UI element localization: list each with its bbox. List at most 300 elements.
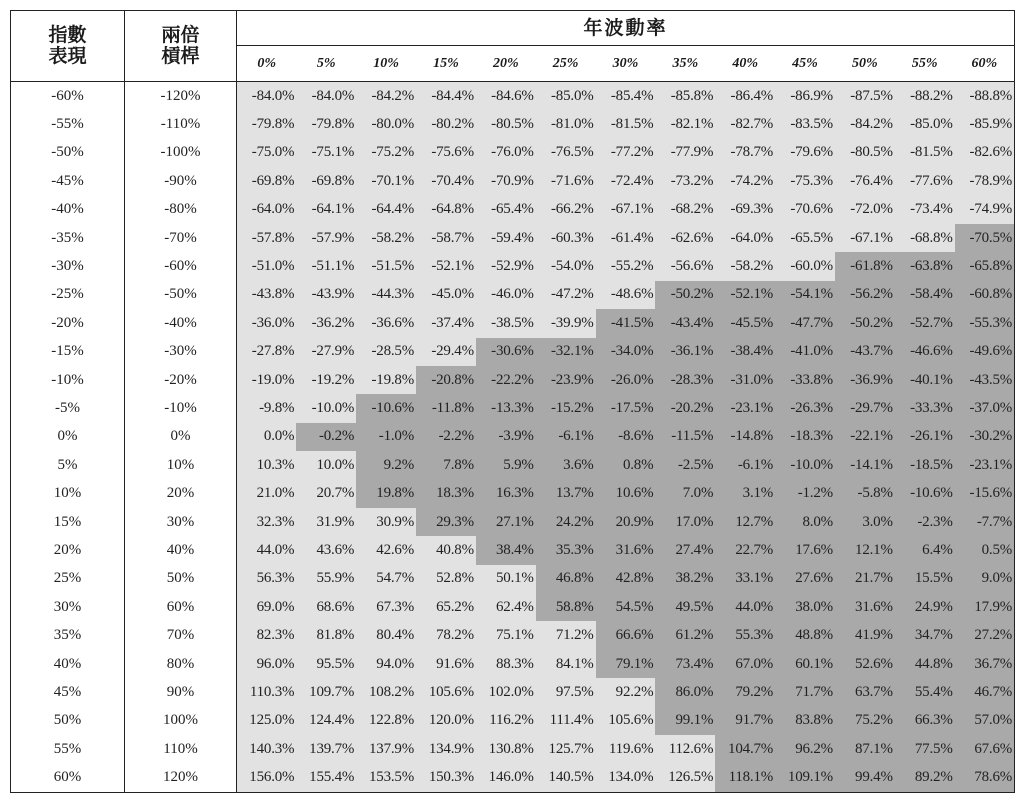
return-value-cell: 68.6% xyxy=(296,593,356,621)
table-row xyxy=(11,281,1015,309)
return-value-cell: -43.8% xyxy=(237,281,297,309)
return-value-cell: 155.4% xyxy=(296,763,356,792)
table-row xyxy=(11,678,1015,706)
return-value-cell: 116.2% xyxy=(476,707,536,735)
volatility-header-cell: 0% xyxy=(237,46,297,82)
return-value-cell: -43.9% xyxy=(296,281,356,309)
volatility-header-cell: 40% xyxy=(715,46,775,82)
leverage-return-cell: 30% xyxy=(125,508,237,536)
return-value-cell: -79.6% xyxy=(775,139,835,167)
return-value-cell: -65.5% xyxy=(775,224,835,252)
return-value-cell: -84.2% xyxy=(835,110,895,138)
return-value-cell: -58.2% xyxy=(715,252,775,280)
return-value-cell: -52.1% xyxy=(416,252,476,280)
return-value-cell: 38.4% xyxy=(476,536,536,564)
return-value-cell: -75.3% xyxy=(775,167,835,195)
volatility-header-cell: 15% xyxy=(416,46,476,82)
return-value-cell: 134.0% xyxy=(596,763,656,792)
return-value-cell: 42.8% xyxy=(596,565,656,593)
return-value-cell: -36.1% xyxy=(655,338,715,366)
return-value-cell: 97.5% xyxy=(536,678,596,706)
return-value-cell: -64.0% xyxy=(715,224,775,252)
return-value-cell: 105.6% xyxy=(596,707,656,735)
return-value-cell: 140.5% xyxy=(536,763,596,792)
table-row xyxy=(11,423,1015,451)
return-value-cell: -50.2% xyxy=(655,281,715,309)
index-performance-cell: 55% xyxy=(11,735,125,763)
return-value-cell: -15.2% xyxy=(536,394,596,422)
return-value-cell: 12.1% xyxy=(835,536,895,564)
return-value-cell: 66.3% xyxy=(895,707,955,735)
return-value-cell: 61.2% xyxy=(655,621,715,649)
return-value-cell: 77.5% xyxy=(895,735,955,763)
return-value-cell: -55.2% xyxy=(596,252,656,280)
return-value-cell: -26.0% xyxy=(596,366,656,394)
return-value-cell: 102.0% xyxy=(476,678,536,706)
return-value-cell: 21.0% xyxy=(237,479,297,507)
return-value-cell: 88.3% xyxy=(476,650,536,678)
return-value-cell: 10.0% xyxy=(296,451,356,479)
return-value-cell: 24.9% xyxy=(895,593,955,621)
return-value-cell: -82.1% xyxy=(655,110,715,138)
return-value-cell: -14.1% xyxy=(835,451,895,479)
return-value-cell: 44.8% xyxy=(895,650,955,678)
return-value-cell: -8.6% xyxy=(596,423,656,451)
return-value-cell: -6.1% xyxy=(536,423,596,451)
table-row xyxy=(11,479,1015,507)
table-row xyxy=(11,650,1015,678)
return-value-cell: -23.1% xyxy=(715,394,775,422)
return-value-cell: 17.6% xyxy=(775,536,835,564)
leverage-return-cell: -90% xyxy=(125,167,237,195)
return-value-cell: -70.9% xyxy=(476,167,536,195)
return-value-cell: -33.3% xyxy=(895,394,955,422)
index-performance-cell: 40% xyxy=(11,650,125,678)
return-value-cell: 21.7% xyxy=(835,565,895,593)
return-value-cell: -19.8% xyxy=(356,366,416,394)
return-value-cell: 80.4% xyxy=(356,621,416,649)
return-value-cell: -80.0% xyxy=(356,110,416,138)
return-value-cell: -30.2% xyxy=(955,423,1015,451)
header-leverage xyxy=(125,11,237,82)
return-value-cell: -51.0% xyxy=(237,252,297,280)
return-value-cell: 67.3% xyxy=(356,593,416,621)
return-value-cell: -39.9% xyxy=(536,309,596,337)
return-value-cell: -57.9% xyxy=(296,224,356,252)
return-value-cell: 79.1% xyxy=(596,650,656,678)
return-value-cell: 7.8% xyxy=(416,451,476,479)
leverage-return-cell: 80% xyxy=(125,650,237,678)
return-value-cell: 84.1% xyxy=(536,650,596,678)
table-body xyxy=(11,82,1015,793)
return-value-cell: 42.6% xyxy=(356,536,416,564)
volatility-header-cell: 35% xyxy=(655,46,715,82)
index-performance-cell: -45% xyxy=(11,167,125,195)
return-value-cell: -77.2% xyxy=(596,139,656,167)
return-value-cell: -71.6% xyxy=(536,167,596,195)
return-value-cell: -45.0% xyxy=(416,281,476,309)
return-value-cell: -80.5% xyxy=(476,110,536,138)
return-value-cell: -26.1% xyxy=(895,423,955,451)
return-value-cell: -22.1% xyxy=(835,423,895,451)
return-value-cell: -49.6% xyxy=(955,338,1015,366)
return-value-cell: -77.9% xyxy=(655,139,715,167)
return-value-cell: -64.8% xyxy=(416,196,476,224)
return-value-cell: 126.5% xyxy=(655,763,715,792)
leverage-return-cell: -100% xyxy=(125,139,237,167)
index-performance-cell: -25% xyxy=(11,281,125,309)
return-value-cell: -56.2% xyxy=(835,281,895,309)
return-value-cell: -13.3% xyxy=(476,394,536,422)
return-value-cell: 17.9% xyxy=(955,593,1015,621)
return-value-cell: -1.2% xyxy=(775,479,835,507)
leverage-return-cell: -60% xyxy=(125,252,237,280)
return-value-cell: -68.2% xyxy=(655,196,715,224)
return-value-cell: 124.4% xyxy=(296,707,356,735)
return-value-cell: 71.2% xyxy=(536,621,596,649)
return-value-cell: -60.0% xyxy=(775,252,835,280)
return-value-cell: 96.0% xyxy=(237,650,297,678)
return-value-cell: -64.4% xyxy=(356,196,416,224)
return-value-cell: -74.9% xyxy=(955,196,1015,224)
index-performance-cell: -5% xyxy=(11,394,125,422)
return-value-cell: -73.2% xyxy=(655,167,715,195)
index-performance-cell: 25% xyxy=(11,565,125,593)
leverage-return-cell: 40% xyxy=(125,536,237,564)
return-value-cell: 31.9% xyxy=(296,508,356,536)
return-value-cell: 27.2% xyxy=(955,621,1015,649)
return-value-cell: 92.2% xyxy=(596,678,656,706)
leverage-return-cell: 60% xyxy=(125,593,237,621)
return-value-cell: 118.1% xyxy=(715,763,775,792)
return-value-cell: 120.0% xyxy=(416,707,476,735)
index-performance-cell: 15% xyxy=(11,508,125,536)
return-value-cell: 10.3% xyxy=(237,451,297,479)
return-value-cell: -18.3% xyxy=(775,423,835,451)
return-value-cell: 108.2% xyxy=(356,678,416,706)
return-value-cell: 12.7% xyxy=(715,508,775,536)
return-value-cell: 57.0% xyxy=(955,707,1015,735)
return-value-cell: -46.6% xyxy=(895,338,955,366)
index-performance-cell: -30% xyxy=(11,252,125,280)
return-value-cell: -85.9% xyxy=(955,110,1015,138)
return-value-cell: -28.3% xyxy=(655,366,715,394)
return-value-cell: 38.2% xyxy=(655,565,715,593)
return-value-cell: 130.8% xyxy=(476,735,536,763)
leverage-return-cell: 90% xyxy=(125,678,237,706)
return-value-cell: -55.3% xyxy=(955,309,1015,337)
return-value-cell: -43.7% xyxy=(835,338,895,366)
volatility-header-cell: 25% xyxy=(536,46,596,82)
return-value-cell: 9.0% xyxy=(955,565,1015,593)
return-value-cell: 119.6% xyxy=(596,735,656,763)
return-value-cell: -85.8% xyxy=(655,82,715,111)
return-value-cell: 22.7% xyxy=(715,536,775,564)
return-value-cell: 3.6% xyxy=(536,451,596,479)
return-value-cell: 87.1% xyxy=(835,735,895,763)
return-value-cell: -44.3% xyxy=(356,281,416,309)
leverage-return-cell: -110% xyxy=(125,110,237,138)
table-row xyxy=(11,621,1015,649)
return-value-cell: -32.1% xyxy=(536,338,596,366)
return-value-cell: 27.6% xyxy=(775,565,835,593)
return-value-cell: -6.1% xyxy=(715,451,775,479)
return-value-cell: -10.0% xyxy=(296,394,356,422)
return-value-cell: -69.3% xyxy=(715,196,775,224)
return-value-cell: -88.8% xyxy=(955,82,1015,111)
return-value-cell: 125.7% xyxy=(536,735,596,763)
return-value-cell: -36.2% xyxy=(296,309,356,337)
return-value-cell: -62.6% xyxy=(655,224,715,252)
table-row xyxy=(11,565,1015,593)
return-value-cell: 89.2% xyxy=(895,763,955,792)
return-value-cell: -61.8% xyxy=(835,252,895,280)
return-value-cell: -22.2% xyxy=(476,366,536,394)
return-value-cell: -85.4% xyxy=(596,82,656,111)
return-value-cell: -67.1% xyxy=(596,196,656,224)
leverage-volatility-table xyxy=(10,10,1015,793)
return-value-cell: -10.6% xyxy=(895,479,955,507)
index-performance-cell: 20% xyxy=(11,536,125,564)
table-row xyxy=(11,394,1015,422)
return-value-cell: -76.4% xyxy=(835,167,895,195)
return-value-cell: 13.7% xyxy=(536,479,596,507)
return-value-cell: -81.5% xyxy=(596,110,656,138)
return-value-cell: 58.8% xyxy=(536,593,596,621)
return-value-cell: 35.3% xyxy=(536,536,596,564)
return-value-cell: -73.4% xyxy=(895,196,955,224)
return-value-cell: 9.2% xyxy=(356,451,416,479)
return-value-cell: 3.1% xyxy=(715,479,775,507)
index-performance-cell: -55% xyxy=(11,110,125,138)
return-value-cell: -0.2% xyxy=(296,423,356,451)
return-value-cell: 36.7% xyxy=(955,650,1015,678)
leverage-return-cell: 100% xyxy=(125,707,237,735)
return-value-cell: 55.3% xyxy=(715,621,775,649)
return-value-cell: -75.0% xyxy=(237,139,297,167)
index-performance-cell: -40% xyxy=(11,196,125,224)
return-value-cell: -61.4% xyxy=(596,224,656,252)
return-value-cell: 71.7% xyxy=(775,678,835,706)
return-value-cell: -70.4% xyxy=(416,167,476,195)
return-value-cell: 134.9% xyxy=(416,735,476,763)
return-value-cell: -31.0% xyxy=(715,366,775,394)
return-value-cell: -84.0% xyxy=(237,82,297,111)
index-performance-cell: -35% xyxy=(11,224,125,252)
table-row xyxy=(11,536,1015,564)
return-value-cell: -75.1% xyxy=(296,139,356,167)
return-value-cell: 150.3% xyxy=(416,763,476,792)
return-value-cell: 20.9% xyxy=(596,508,656,536)
leverage-return-cell: 20% xyxy=(125,479,237,507)
return-value-cell: -70.6% xyxy=(775,196,835,224)
index-performance-cell: 0% xyxy=(11,423,125,451)
return-value-cell: 41.9% xyxy=(835,621,895,649)
return-value-cell: -37.4% xyxy=(416,309,476,337)
return-value-cell: -10.0% xyxy=(775,451,835,479)
return-value-cell: 78.6% xyxy=(955,763,1015,792)
return-value-cell: 29.3% xyxy=(416,508,476,536)
return-value-cell: -26.3% xyxy=(775,394,835,422)
return-value-cell: -79.8% xyxy=(237,110,297,138)
return-value-cell: -54.0% xyxy=(536,252,596,280)
return-value-cell: 96.2% xyxy=(775,735,835,763)
return-value-cell: -27.9% xyxy=(296,338,356,366)
table-row xyxy=(11,309,1015,337)
return-value-cell: 15.5% xyxy=(895,565,955,593)
return-value-cell: 55.4% xyxy=(895,678,955,706)
table-row xyxy=(11,82,1015,111)
volatility-header-cell: 5% xyxy=(296,46,356,82)
return-value-cell: -79.8% xyxy=(296,110,356,138)
return-value-cell: -69.8% xyxy=(296,167,356,195)
return-value-cell: -41.0% xyxy=(775,338,835,366)
return-value-cell: 62.4% xyxy=(476,593,536,621)
return-value-cell: -47.2% xyxy=(536,281,596,309)
return-value-cell: 52.8% xyxy=(416,565,476,593)
return-value-cell: -28.5% xyxy=(356,338,416,366)
return-value-cell: -40.1% xyxy=(895,366,955,394)
return-value-cell: 43.6% xyxy=(296,536,356,564)
return-value-cell: 34.7% xyxy=(895,621,955,649)
return-value-cell: 73.4% xyxy=(655,650,715,678)
return-value-cell: -84.4% xyxy=(416,82,476,111)
return-value-cell: -57.8% xyxy=(237,224,297,252)
volatility-header-cell: 50% xyxy=(835,46,895,82)
index-performance-cell: -20% xyxy=(11,309,125,337)
index-performance-cell: 45% xyxy=(11,678,125,706)
return-value-cell: 31.6% xyxy=(596,536,656,564)
return-value-cell: -52.9% xyxy=(476,252,536,280)
return-value-cell: 0.8% xyxy=(596,451,656,479)
return-value-cell: 91.6% xyxy=(416,650,476,678)
return-value-cell: 32.3% xyxy=(237,508,297,536)
return-value-cell: -84.6% xyxy=(476,82,536,111)
return-value-cell: -66.2% xyxy=(536,196,596,224)
return-value-cell: -85.0% xyxy=(895,110,955,138)
return-value-cell: 125.0% xyxy=(237,707,297,735)
return-value-cell: 33.1% xyxy=(715,565,775,593)
leverage-return-cell: -80% xyxy=(125,196,237,224)
return-value-cell: 94.0% xyxy=(356,650,416,678)
return-value-cell: -5.8% xyxy=(835,479,895,507)
return-value-cell: 137.9% xyxy=(356,735,416,763)
return-value-cell: -81.5% xyxy=(895,139,955,167)
return-value-cell: -46.0% xyxy=(476,281,536,309)
header-index-label: 指數 表現 xyxy=(48,24,87,67)
return-value-cell: 69.0% xyxy=(237,593,297,621)
return-value-cell: 27.1% xyxy=(476,508,536,536)
return-value-cell: -1.0% xyxy=(356,423,416,451)
return-value-cell: -68.8% xyxy=(895,224,955,252)
leverage-return-cell: 0% xyxy=(125,423,237,451)
return-value-cell: -43.4% xyxy=(655,309,715,337)
return-value-cell: 10.6% xyxy=(596,479,656,507)
volatility-header-cell: 55% xyxy=(895,46,955,82)
return-value-cell: 6.4% xyxy=(895,536,955,564)
return-value-cell: 5.9% xyxy=(476,451,536,479)
return-value-cell: -27.8% xyxy=(237,338,297,366)
return-value-cell: -78.9% xyxy=(955,167,1015,195)
return-value-cell: 0.0% xyxy=(237,423,297,451)
return-value-cell: -82.7% xyxy=(715,110,775,138)
return-value-cell: -2.3% xyxy=(895,508,955,536)
table-row xyxy=(11,593,1015,621)
return-value-cell: -51.1% xyxy=(296,252,356,280)
return-value-cell: -69.8% xyxy=(237,167,297,195)
return-value-cell: 156.0% xyxy=(237,763,297,792)
return-value-cell: -20.2% xyxy=(655,394,715,422)
return-value-cell: 46.7% xyxy=(955,678,1015,706)
return-value-cell: 17.0% xyxy=(655,508,715,536)
index-performance-cell: -50% xyxy=(11,139,125,167)
return-value-cell: 153.5% xyxy=(356,763,416,792)
return-value-cell: 19.8% xyxy=(356,479,416,507)
return-value-cell: 110.3% xyxy=(237,678,297,706)
return-value-cell: 146.0% xyxy=(476,763,536,792)
return-value-cell: 55.9% xyxy=(296,565,356,593)
index-performance-cell: 30% xyxy=(11,593,125,621)
table-row xyxy=(11,167,1015,195)
return-value-cell: -9.8% xyxy=(237,394,297,422)
return-value-cell: -54.1% xyxy=(775,281,835,309)
return-value-cell: 112.6% xyxy=(655,735,715,763)
return-value-cell: 16.3% xyxy=(476,479,536,507)
table-row xyxy=(11,366,1015,394)
return-value-cell: 31.6% xyxy=(835,593,895,621)
return-value-cell: -36.0% xyxy=(237,309,297,337)
volatility-header-cell: 30% xyxy=(596,46,656,82)
return-value-cell: 95.5% xyxy=(296,650,356,678)
return-value-cell: 56.3% xyxy=(237,565,297,593)
return-value-cell: 67.0% xyxy=(715,650,775,678)
return-value-cell: 52.6% xyxy=(835,650,895,678)
leverage-return-cell: 70% xyxy=(125,621,237,649)
leverage-return-cell: -70% xyxy=(125,224,237,252)
return-value-cell: -38.4% xyxy=(715,338,775,366)
return-value-cell: 44.0% xyxy=(715,593,775,621)
return-value-cell: -2.2% xyxy=(416,423,476,451)
return-value-cell: -23.9% xyxy=(536,366,596,394)
return-value-cell: -58.4% xyxy=(895,281,955,309)
return-value-cell: -75.6% xyxy=(416,139,476,167)
return-value-cell: -10.6% xyxy=(356,394,416,422)
return-value-cell: -58.7% xyxy=(416,224,476,252)
return-value-cell: -52.1% xyxy=(715,281,775,309)
index-performance-cell: 10% xyxy=(11,479,125,507)
return-value-cell: -85.0% xyxy=(536,82,596,111)
return-value-cell: -23.1% xyxy=(955,451,1015,479)
return-value-cell: -60.3% xyxy=(536,224,596,252)
return-value-cell: 75.1% xyxy=(476,621,536,649)
return-value-cell: -70.1% xyxy=(356,167,416,195)
leverage-return-cell: 10% xyxy=(125,451,237,479)
table-row xyxy=(11,508,1015,536)
leverage-return-cell: 50% xyxy=(125,565,237,593)
return-value-cell: 38.0% xyxy=(775,593,835,621)
return-value-cell: 18.3% xyxy=(416,479,476,507)
volatility-header-cell: 45% xyxy=(775,46,835,82)
return-value-cell: 24.2% xyxy=(536,508,596,536)
return-value-cell: 8.0% xyxy=(775,508,835,536)
return-value-cell: -7.7% xyxy=(955,508,1015,536)
index-performance-cell: 60% xyxy=(11,763,125,792)
return-value-cell: -36.6% xyxy=(356,309,416,337)
return-value-cell: 139.7% xyxy=(296,735,356,763)
return-value-cell: -80.5% xyxy=(835,139,895,167)
return-value-cell: -37.0% xyxy=(955,394,1015,422)
return-value-cell: 65.2% xyxy=(416,593,476,621)
